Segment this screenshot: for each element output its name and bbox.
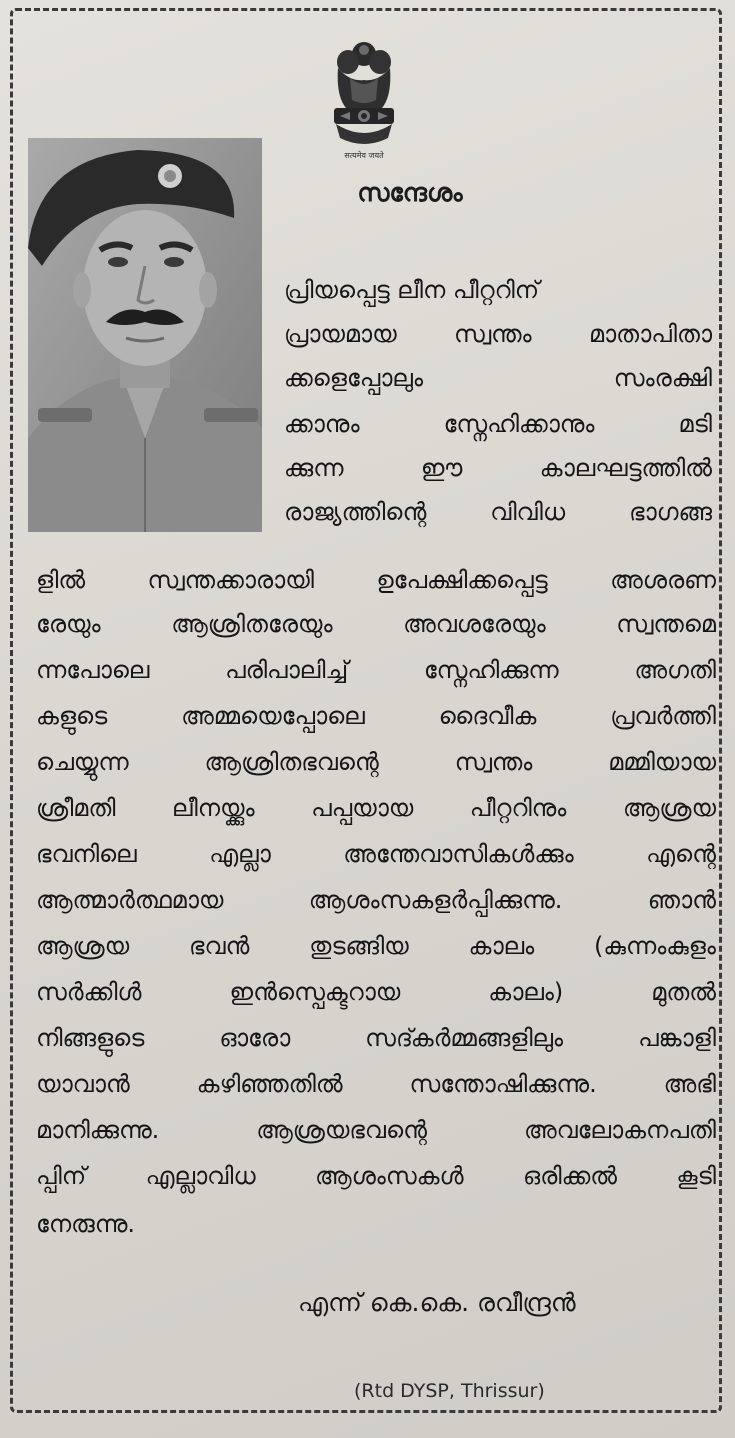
body-line: പ്രിയപ്പെട്ട ലീന പീറ്ററിന് (284, 276, 540, 304)
body-line: രേയും ആശ്രിതരേയും അവശരേയും സ്വന്തമെ (36, 610, 716, 638)
body-line: ആശ്രയ ഭവൻ തുടങ്ങിയ കാലം (കുന്നംകുളം (36, 932, 716, 960)
national-emblem-icon (326, 38, 402, 164)
body-line: നിങ്ങളുടെ ഓരോ സദ്കർമ്മങ്ങളിലും പങ്കാളി (36, 1024, 716, 1052)
body-line: കളുടെ അമ്മയെപ്പോലെ ദൈവീക പ്രവർത്തി (36, 702, 716, 730)
designation-line: (Rtd DYSP, Thrissur) (354, 1380, 545, 1402)
body-line: ന്നപോലെ പരിപാലിച്ച് സ്നേഹിക്കുന്ന അഗതി (36, 656, 716, 684)
signature-line: എന്ന് കെ.കെ. രവീന്ദ്രൻ (298, 1288, 576, 1317)
body-line: ക്കാനും സ്നേഹിക്കാനും മടി (284, 410, 712, 438)
body-line: ഭവനിലെ എല്ലാ അന്തേവാസികൾക്കും എന്റെ (36, 840, 716, 868)
body-line: ളിൽ സ്വന്തക്കാരായി ഉപേക്ഷിക്കപ്പെട്ട അശരണ (36, 566, 716, 594)
body-line: യാവാൻ കഴിഞ്ഞതിൽ സന്തോഷിക്കുന്നു. അഭി (36, 1070, 716, 1098)
emblem-motto: सत्यमेव जयते (344, 151, 384, 160)
body-line: രാജ്യത്തിന്റെ വിവിധ ഭാഗങ്ങ (284, 498, 712, 526)
body-line: ചെയ്യുന്ന ആശ്രിതഭവന്റെ സ്വന്തം മമ്മിയായ (36, 748, 716, 776)
body-line: ശ്രീമതി ലീനയ്ക്കും പപ്പയായ പീറ്ററിനും ആശ്രയ (36, 794, 716, 822)
body-line: പ്രായമായ സ്വന്തം മാതാപിതാ (284, 320, 712, 348)
body-line: സർക്കിൾ ഇൻസ്പെക്ടറായ കാലം) മുതൽ (36, 978, 716, 1006)
officer-portrait-photo (28, 138, 262, 532)
body-line: നേരുന്നു. (36, 1210, 136, 1238)
body-line: പ്പിന് എല്ലാവിധ ആശംസകൾ ഒരിക്കൽ കൂടി (36, 1162, 716, 1190)
body-line: ആത്മാർത്ഥമായ ആശംസകളർപ്പിക്കുന്നു. ഞാൻ (36, 886, 716, 914)
page-title: സന്ദേശം (357, 178, 463, 207)
body-line: ക്കുന്ന ഈ കാലഘട്ടത്തിൽ (284, 454, 712, 482)
body-line: ക്കളെപ്പോലും സംരക്ഷി (284, 364, 712, 392)
body-line: മാനിക്കുന്നു. ആശ്രയഭവന്റെ അവലോകനപതി (36, 1116, 716, 1144)
